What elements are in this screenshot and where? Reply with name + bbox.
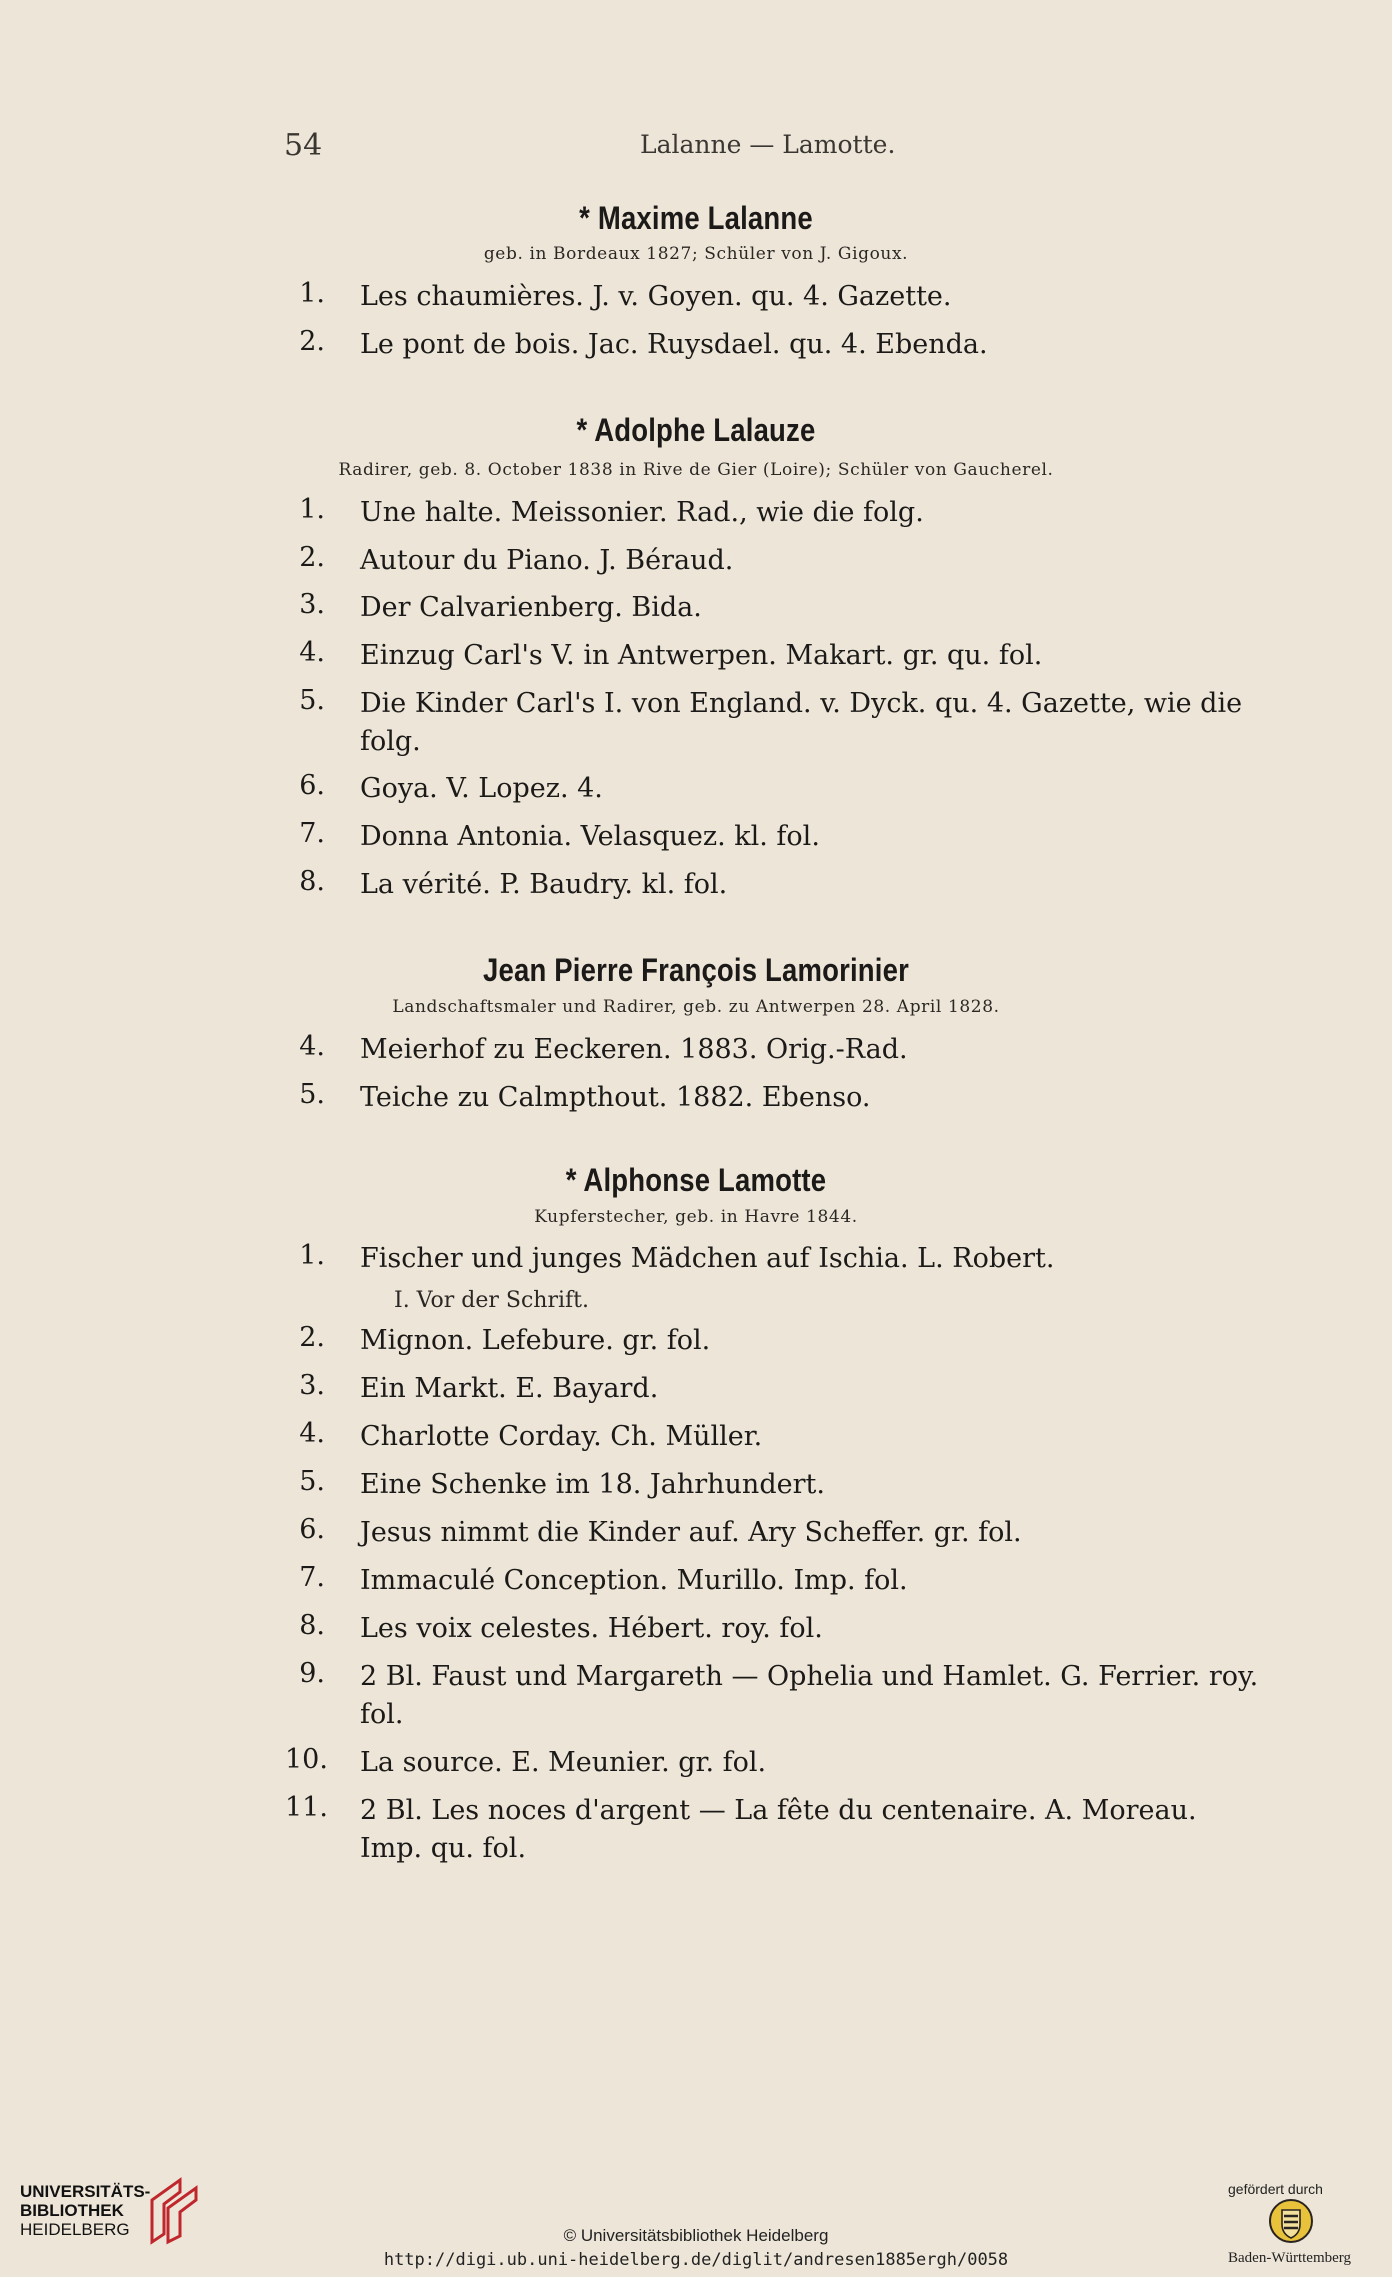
section-subtitle: Radirer, geb. 8. October 1838 in Rive de Gier (Loire); Schüler von Gaucherel. (338, 460, 1054, 480)
item-number: 4. (299, 1418, 325, 1449)
item-number: 7. (299, 818, 325, 849)
item-number: 6. (299, 770, 325, 801)
item-number: 10. (285, 1744, 328, 1775)
section-heading: * Alphonse Lamotte (565, 1162, 827, 1198)
item-number: 4. (299, 637, 325, 668)
item-text: 2 Bl. Les noces d'argent — La fête du centenaire. A. Moreau. Imp. qu. fol. (360, 1795, 1197, 1864)
item-number: 5. (299, 685, 325, 716)
state-crest-icon (1268, 2198, 1314, 2244)
item-text: Les voix celestes. Hébert. roy. fol. (360, 1613, 823, 1644)
item-text: Der Calvarienberg. Bida. (360, 592, 702, 623)
funded-by-label: gefördert durch (1228, 2181, 1323, 2197)
item-number: 5. (299, 1079, 325, 1110)
section-subtitle: Landschaftsmaler und Radirer, geb. zu Antwerpen 28. April 1828. (392, 997, 1000, 1017)
item-number: 9. (299, 1658, 325, 1689)
item-text: Ein Markt. E. Bayard. (360, 1373, 659, 1404)
item-text: Eine Schenke im 18. Jahrhundert. (360, 1469, 825, 1500)
item-text: Goya. V. Lopez. 4. (360, 773, 603, 804)
item-text: Teiche zu Calmpthout. 1882. Ebenso. (360, 1082, 871, 1113)
item-number: 8. (299, 1610, 325, 1641)
item-number: 2. (299, 542, 325, 573)
item-number: 6. (299, 1514, 325, 1545)
item-text: Fischer und junges Mädchen auf Ischia. L. Robert. (360, 1243, 1055, 1274)
item-number: 7. (299, 1562, 325, 1593)
item-text: Mignon. Lefebure. gr. fol. (360, 1325, 711, 1356)
item-text: Le pont de bois. Jac. Ruysdael. qu. 4. Ebenda. (360, 329, 988, 360)
item-text: La vérité. P. Baudry. kl. fol. (360, 869, 728, 900)
running-title: Lalanne — Lamotte. (640, 130, 896, 159)
section-heading: Jean Pierre François Lamorinier (483, 952, 909, 988)
state-name: Baden-Württemberg (1228, 2250, 1352, 2266)
item-text: 2 Bl. Faust und Margareth — Ophelia und Hamlet. G. Ferrier. roy. fol. (360, 1661, 1259, 1730)
copyright-notice: © Universitätsbibliothek Heidelberg (563, 2226, 829, 2245)
section-subtitle: Kupferstecher, geb. in Havre 1844. (534, 1207, 858, 1227)
item-number: 8. (299, 866, 325, 897)
item-number: 11. (285, 1792, 328, 1823)
section-subtitle: geb. in Bordeaux 1827; Schüler von J. Gigoux. (483, 244, 909, 264)
library-line-2: BIBLIOTHEK (20, 2201, 124, 2220)
item-text: Charlotte Corday. Ch. Müller. (360, 1421, 763, 1452)
item-text: Einzug Carl's V. in Antwerpen. Makart. gr. qu. fol. (360, 640, 1043, 671)
item-number: 5. (299, 1466, 325, 1497)
item-text: Immaculé Conception. Murillo. Imp. fol. (360, 1565, 908, 1596)
item-number: 4. (299, 1031, 325, 1062)
item-text: Jesus nimmt die Kinder auf. Ary Scheffer. gr. fol. (360, 1517, 1022, 1548)
item-number: 3. (299, 1370, 325, 1401)
item-number: 2. (299, 326, 325, 357)
section-heading: * Adolphe Lalauze (576, 412, 816, 448)
item-text: I. Vor der Schrift. (394, 1288, 590, 1313)
item-text: La source. E. Meunier. gr. fol. (360, 1747, 767, 1778)
item-number: 3. (299, 589, 325, 620)
section-heading: * Maxime Lalanne (579, 200, 813, 236)
item-number: 1. (299, 278, 325, 309)
page-number: 54 (284, 128, 323, 163)
item-number: 1. (299, 494, 325, 525)
library-line-3: HEIDELBERG (20, 2220, 130, 2239)
item-number: 1. (299, 1240, 325, 1271)
item-text: Die Kinder Carl's I. von England. v. Dyck. qu. 4. Gazette, wie die folg. (360, 688, 1243, 757)
item-text: Meierhof zu Eeckeren. 1883. Orig.-Rad. (360, 1034, 908, 1065)
library-line-1: UNIVERSITÄTS- (20, 2182, 151, 2201)
item-text: Les chaumières. J. v. Goyen. qu. 4. Gazette. (360, 281, 952, 312)
item-text: Donna Antonia. Velasquez. kl. fol. (360, 821, 820, 852)
permalink[interactable]: http://digi.ub.uni-heidelberg.de/diglit/andresen1885ergh/0058 (383, 2250, 1009, 2270)
item-text: Une halte. Meissonier. Rad., wie die folg. (360, 497, 924, 528)
item-number: 2. (299, 1322, 325, 1353)
item-text: Autour du Piano. J. Béraud. (360, 545, 734, 576)
